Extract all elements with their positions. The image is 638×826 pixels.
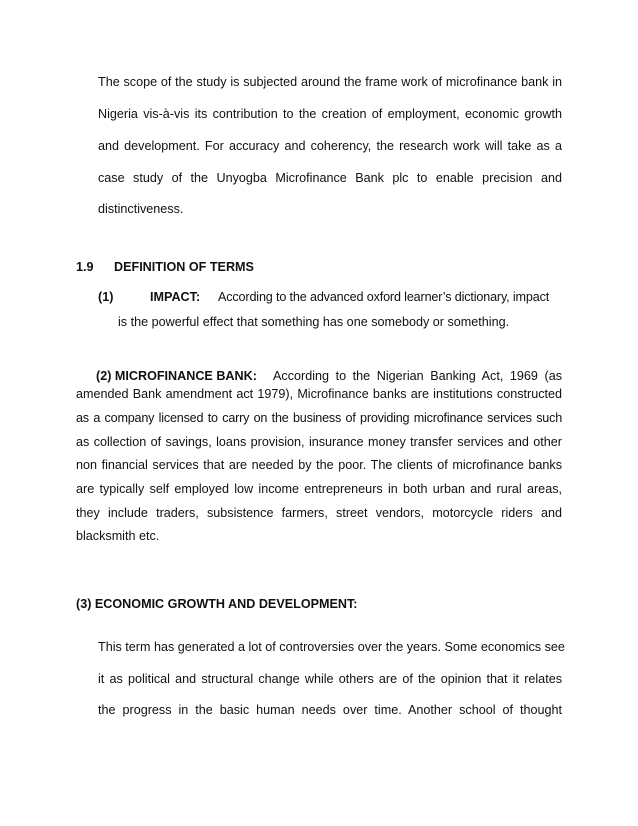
paragraph-line: case study of the Unyogba Microfinance Bank plc to enable precision and bbox=[98, 171, 562, 185]
microfinance-definition-line: amended Bank amendment act 1979), Microfinance banks are institutions constructed bbox=[76, 387, 562, 401]
paragraph-line: Nigeria vis-à-vis its contribution to the creation of employment, economic growth bbox=[98, 107, 562, 121]
economic-definition-line: it as political and structural change while others are of the opinion that it relates bbox=[98, 672, 562, 686]
impact-definition-line: is the powerful effect that something has one somebody or something. bbox=[118, 315, 510, 329]
microfinance-definition-line: as a company licensed to carry on the business of providing microfinance services such bbox=[76, 411, 562, 425]
impact-term: IMPACT: bbox=[150, 290, 201, 304]
economic-definition-line: This term has generated a lot of controversies over the years. Some economics see bbox=[98, 640, 565, 654]
microfinance-definition-line: blacksmith etc. bbox=[76, 529, 160, 543]
microfinance-definition-line: are typically self employed low income entrepreneurs in both urban and rural areas, bbox=[76, 482, 562, 496]
microfinance-definition-line: they include traders, subsistence farmers, street vendors, motorcycle riders and bbox=[76, 506, 562, 520]
impact-definition-line: According to the advanced oxford learner’s dictionary, impact bbox=[218, 290, 550, 304]
paragraph-line: and development. For accuracy and coherency, the research work will take as a bbox=[98, 139, 562, 153]
paragraph-line: The scope of the study is subjected around the frame work of microfinance bank in bbox=[98, 75, 562, 89]
economic-heading: (3) ECONOMIC GROWTH AND DEVELOPMENT: bbox=[76, 597, 358, 611]
paragraph-line: distinctiveness. bbox=[98, 202, 184, 216]
section-title: DEFINITION OF TERMS bbox=[114, 260, 254, 274]
microfinance-term: (2) MICROFINANCE BANK: bbox=[96, 369, 257, 383]
section-number: 1.9 bbox=[76, 260, 94, 274]
economic-definition-line: the progress in the basic human needs over time. Another school of thought bbox=[98, 703, 562, 717]
microfinance-definition-line: non financial services that are needed by the poor. The clients of microfinance banks bbox=[76, 458, 562, 472]
microfinance-definition-line: as collection of savings, loans provision, insurance money transfer services and other bbox=[76, 435, 562, 449]
impact-number: (1) bbox=[98, 290, 114, 304]
microfinance-definition-line: According to the Nigerian Banking Act, 1969 (as bbox=[273, 369, 562, 383]
